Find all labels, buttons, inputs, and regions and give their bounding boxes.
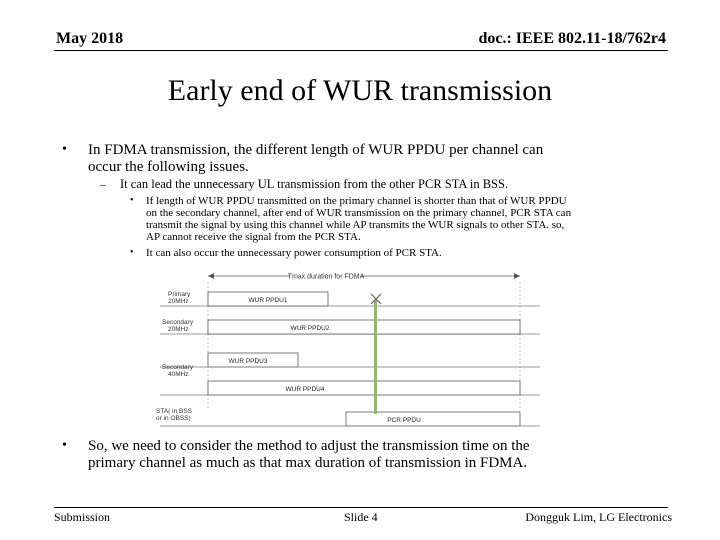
tmax-label: Tmax duration for FDMA — [287, 273, 365, 281]
pcr-ppdu-label: PCR PPDU — [387, 417, 421, 424]
ppdu-box-4 — [208, 381, 520, 395]
bullet-2-line-2: primary channel as much as that max duration of transmission in FDMA. — [88, 455, 528, 471]
bullet-1-line-1: In FDMA transmission, the different length of WUR PPDU per channel can — [88, 142, 544, 158]
ppdu-box-2 — [208, 320, 520, 334]
bullet-dot: • — [62, 142, 67, 157]
ppdu-1-label: WUR PPDU1 — [248, 297, 288, 304]
row-1-label-line-1: Primary — [168, 291, 191, 298]
footer-submission: Submission — [54, 510, 111, 524]
row-2-label-line-1: Secondary — [162, 319, 194, 326]
pcr-tx-indicator — [374, 300, 377, 414]
row-3-label-line-1: Secondary — [162, 364, 194, 371]
sub-bullet-1: It can lead the unnecessary UL transmission from the other PCR STA in BSS. — [120, 177, 509, 191]
footer-author: Dongguk Lim, LG Electronics — [525, 510, 672, 524]
footer-rule — [54, 507, 668, 508]
sub-sub-bullet-1-line-4: AP cannot receive the signal from the PCR STA. — [146, 231, 361, 243]
sub-bullet-dash: – — [100, 177, 106, 191]
header-doc-id: doc.: IEEE 802.11-18/762r4 — [478, 30, 666, 47]
row-4-label-line-2: or in OBSS) — [156, 415, 191, 422]
row-1-label-line-2: 20MHz — [168, 298, 189, 305]
sub-sub-bullet-dot: • — [130, 195, 134, 206]
ppdu-2-label: WUR PPDU2 — [290, 325, 330, 332]
header-rule — [54, 50, 668, 51]
sub-sub-bullet-2: It can also occur the unnecessary power consumption of PCR STA. — [146, 247, 442, 259]
pcr-ppdu-box — [346, 412, 520, 426]
slide-title: Early end of WUR transmission — [167, 74, 553, 107]
bullet-1-line-2: occur the following issues. — [88, 159, 249, 175]
sub-sub-bullet-1-line-3: transmit the signal by using this channel while AP transmits the WUR signals to other STA. so, — [146, 219, 565, 231]
ppdu-3-label: WUR PPDU3 — [228, 358, 268, 365]
header-date: May 2018 — [56, 30, 124, 47]
row-2-label-line-2: 20MHz — [168, 326, 189, 333]
footer-slide-number: Slide 4 — [344, 510, 378, 524]
sub-sub-bullet-1-line-1: If length of WUR PPDU transmitted on the primary channel is shorter than that of WUR PPDU — [146, 195, 567, 207]
bullet-2-line-1: So, we need to consider the method to adjust the transmission time on the — [88, 438, 530, 454]
sub-sub-bullet-1-line-2: on the secondary channel, after end of WUR transmission on the primary channel, PCR STA can — [146, 207, 572, 219]
row-4-label-line-1: STA( in BSS — [156, 408, 193, 415]
bullet-dot: • — [62, 438, 67, 453]
tmax-arrow-head-left — [208, 273, 214, 279]
tmax-arrow-head-right — [514, 273, 520, 279]
fdma-timing-diagram — [150, 262, 550, 428]
row-3-label-line-2: 40MHz — [168, 371, 189, 378]
sub-sub-bullet-dot: • — [130, 247, 134, 258]
ppdu-4-label: WUR PPDU4 — [285, 386, 325, 393]
